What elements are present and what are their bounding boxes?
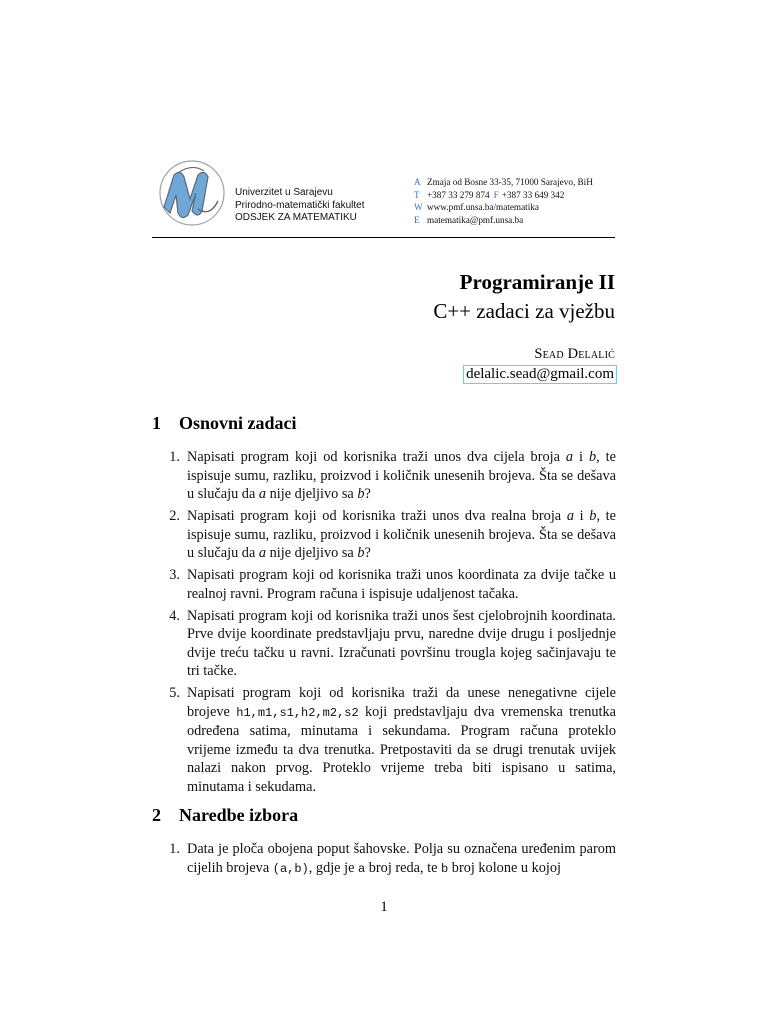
author-email-link[interactable]: delalic.sead@gmail.com xyxy=(463,365,617,384)
header-rule xyxy=(152,237,615,238)
email-line xyxy=(414,214,593,227)
item-text: Napisati program koji od korisnika traži unos koordinata za dvije tačke u realnoj ravni. Program računa i ispisuje udaljenost tačaka. xyxy=(187,567,616,602)
item-text: nije djeljivo sa xyxy=(266,545,358,561)
university-logo-icon xyxy=(158,159,226,227)
code-var: b xyxy=(441,861,449,876)
item-text: Data je ploča obojena poput šahovske. Polja su označena uređenim parom cijelih brojeva xyxy=(187,841,616,876)
list-item xyxy=(160,684,616,796)
fax-text: +387 33 649 342 xyxy=(501,189,565,200)
item-text: , gdje je xyxy=(308,859,358,876)
document-title: Programiranje II xyxy=(459,270,615,294)
page-number: 1 xyxy=(380,899,388,915)
item-text: i xyxy=(573,508,590,524)
faculty-name: Prirodno-matematički fakultet xyxy=(235,199,365,211)
list-item xyxy=(160,607,616,681)
address-text: Zmaja od Bosne 33-35, 71000 Sarajevo, BiH xyxy=(427,177,593,187)
item-text: koji predstavljaju dva vremenska trenutka određena satima, minutama i sekundama. Program računa proteklo vrijeme između ta dva trenutka. Pretpostaviti da se drugi trenutak uvijek nalazi nakon prvog. Proteklo vrijeme treba biti ispisano u satima, minutama i sekudama. xyxy=(187,703,616,795)
phone-key: T xyxy=(414,189,420,200)
item-text: nije djeljivo sa xyxy=(266,486,358,502)
address-line xyxy=(414,176,593,189)
code-pair: (a,b) xyxy=(272,861,309,876)
item-text: Napisati program koji od korisnika traži unos dva cijela broja xyxy=(187,449,566,465)
web-line xyxy=(414,201,593,214)
math-var: b xyxy=(588,449,597,465)
code-var: a xyxy=(358,861,366,876)
list-item xyxy=(160,566,616,603)
item-number: 1. xyxy=(169,841,180,857)
section-title: Osnovni zadaci xyxy=(179,413,297,433)
item-text: Napisati program koji od korisnika traži unos šest cjelobrojnih koordinata. Prve dvije koordinate predstavljaju prvu, naredne dvije drugu i posljednje dvije treću tačku u ravni. Izračunati površinu trougla kojeg sačinjavaju te tri tačke. xyxy=(187,607,616,679)
exercise-list xyxy=(160,840,616,878)
item-number: 4. xyxy=(169,607,180,624)
item-number: 2. xyxy=(169,508,180,524)
math-var: b xyxy=(357,486,365,502)
contact-block xyxy=(414,176,593,226)
item-text: , te ispisuje sumu, razliku, proizvod i količnik unesenih brojeva. Šta se dešava u slučaju da xyxy=(187,449,617,502)
section-title: Naredbe izbora xyxy=(179,805,299,825)
item-text: broj reda, te xyxy=(365,859,442,876)
email-key: E xyxy=(414,214,420,225)
address-key: A xyxy=(414,177,421,187)
item-number: 3. xyxy=(169,567,180,583)
web-link[interactable]: www.pmf.unsa.ba/matematika xyxy=(427,202,539,212)
item-text: ? xyxy=(364,486,371,502)
item-text: ? xyxy=(364,545,371,561)
section-number: 2 xyxy=(152,805,161,825)
item-text: Napisati program koji od korisnika traži da unese nenegativne cijele brojeve xyxy=(187,685,616,720)
item-text: , te ispisuje sumu, razliku, proizvod i količnik unesenih brojeva. Šta se dešava u slučaju da xyxy=(187,508,616,561)
department-email-link[interactable]: matematika@pmf.unsa.ba xyxy=(427,214,524,225)
item-text: broj kolone u kojoj xyxy=(448,859,562,876)
math-var: b xyxy=(589,508,597,524)
phone-text: +387 33 279 874 xyxy=(427,189,490,200)
math-var: b xyxy=(357,545,365,561)
web-key: W xyxy=(414,202,423,212)
math-var: a xyxy=(258,486,267,502)
university-name: Univerzitet u Sarajevu xyxy=(235,187,333,198)
list-item xyxy=(160,507,616,563)
section-number: 1 xyxy=(152,413,161,433)
item-number: 5. xyxy=(169,685,180,701)
item-number: 1. xyxy=(169,449,180,465)
item-text: i xyxy=(573,449,589,465)
document-subtitle: C++ zadaci za vježbu xyxy=(433,299,615,323)
list-item xyxy=(160,448,616,504)
section-heading xyxy=(152,805,298,826)
math-var: a xyxy=(565,449,574,465)
fax-key: F xyxy=(493,189,499,200)
math-var: a xyxy=(566,508,574,524)
institution-block xyxy=(235,187,365,225)
code-variables: h1,m1,s1,h2,m2,s2 xyxy=(236,705,359,720)
item-text: Napisati program koji od korisnika traži unos dva realna broja xyxy=(187,508,567,524)
section-heading xyxy=(152,413,297,434)
phone-line xyxy=(414,189,593,202)
math-var: a xyxy=(258,545,267,561)
department-name: ODSJEK ZA MATEMATIKU xyxy=(235,212,357,223)
author-name: Sead Delalić xyxy=(534,346,615,362)
list-item xyxy=(160,840,616,878)
exercise-list xyxy=(160,448,616,796)
